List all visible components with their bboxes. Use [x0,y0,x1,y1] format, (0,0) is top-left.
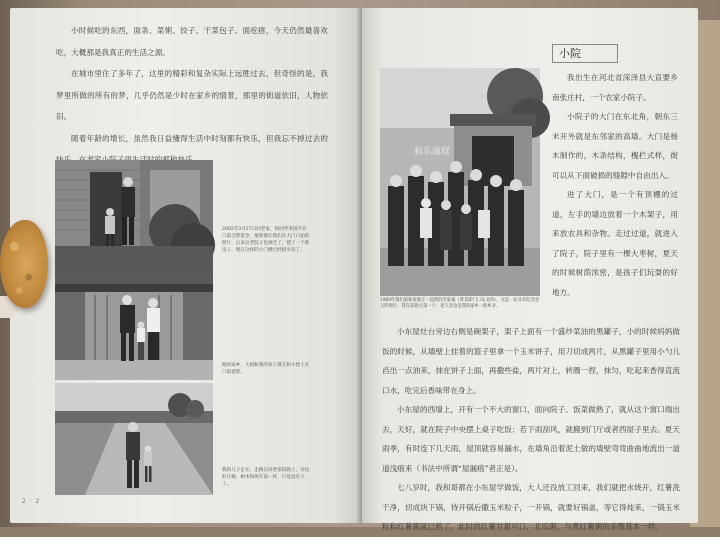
left-paragraph: 随着年龄的增长，虽然我日益懂得生活中时刻都有快乐，但我忘不掉过去的 [71,133,328,143]
right-paragraph: 小东屋灶台旁边右侧是碗架子，架子上面有一个盛炒菜油的黑罐子，小的时候妈妈做饭的时候，从墙壁上挂着的篮子里拿一个玉米饼子，用刀切成两片，从黑罐子里用小勺儿舀出一点油来，抹在饼子上面，再撒些盐，两片对上，转圈一捏，抹匀，吃起来香得直流口水，吃完后香味带在身上。 [382,327,680,395]
caption-country-road: 我和儿子走在，走路在回老家的路上，旁边的庄稼、树木和两年前一样，只是没有人了。 [222,468,310,487]
right-paragraph: 进了大门，是一个有顶棚的过道，左手的墙边放着一个木架子，用来放农具和杂物。走过过道，就进入了院子，院子里有一棵大枣树，夏天的时候树荫浓密，是孩子们玩耍的好地方。 [552,190,678,297]
photo-family-group [380,68,540,296]
caption-house-entrance: 2002年3月27日回老家，和同学李国平在门前合影留念，他舅舅让我们在大门口拍的照片，后来这老院子也拆迁了，建了一个新房子，现在这样的小门楼已经很少见了。 [222,227,310,253]
right-column-text [552,68,678,318]
photo-country-road [55,383,213,495]
photo-house-entrance [55,160,213,270]
right-paragraph: 我出生在河北省深泽县大直要乡南张庄村，一个农家小院子。 [552,73,678,102]
photo-family-at-gate-image [55,270,213,380]
right-paragraph: 七八岁时，我和哥都在小东屋学做饭，大人还没放工回来，我们就把水烧开，红薯洗干净，切成块下锅，待开锅后撒玉米粒子，一开锅，就要好锅盖，等它得炖来，一锅玉米粒和红薯粥就已熟了，此时的红薯甘甜可口，北瓜粥，与煮红薯粥的多微基本一样。 [382,483,680,531]
photo-inscription: 和乐遠庭 [414,147,451,157]
section-heading: 小院 [552,44,618,63]
photo-house-entrance-image [55,160,213,270]
photo-country-road-image [55,383,213,495]
caption-family-group: 1960年我们家和南张庄一起照的全家福（背景即门口东北角），这是一张具有纪念意义的照片，我在前排左第一个，老人旁边是我的家乡一般乡亲。 [380,298,540,309]
cork-weight [0,220,48,308]
left-paragraph: 小时候吃的东西，面条、菜粥、饺子、干菜包子、面疙瘩，今天仍然最喜欢吃，大概那是我真正的生活之源。 [56,26,328,57]
left-paragraph: 在城市里住了多年了，这里的精彩和复杂实际上远胜过去，但奇怪的是，我梦里所做的所有的梦，几乎仍然是少时在家乡的情景，那里的街道依旧，人物依旧。 [56,69,328,121]
right-page-text [382,322,680,531]
right-paragraph: 小东屋的西墙上，开有一个不大的窗口，面向院子。饭菜做熟了，就从这个窗口端出去，天好，就在院子中央摆上桌子吃饭；若下雨刮风，就搬到门厅或者西屋子里去。夏天雨季，有时连下几天雨，屋顶就容易漏水，在墙角沿着泥土做的墙壁弯弯曲曲地流出一道道浅痕来（书法中所谓“屋漏痕”者正是）。 [382,405,680,473]
left-page-text [56,20,328,171]
photo-family-at-gate [55,270,213,380]
page-number: 2 · 2 [22,498,41,505]
photo-family-group-image [380,68,540,296]
caption-family-at-gate: 刚回家乡，大妈和我的孩子都儿和小侄子在门前留影。 [222,363,310,375]
right-paragraph: 小院子的大门在东北角，朝东三米开外就是东邻家的高墙。大门是杨木制作的，木条结构，槐栏式样，街可以从下面破损的缝隙中自由出入。 [552,112,678,180]
